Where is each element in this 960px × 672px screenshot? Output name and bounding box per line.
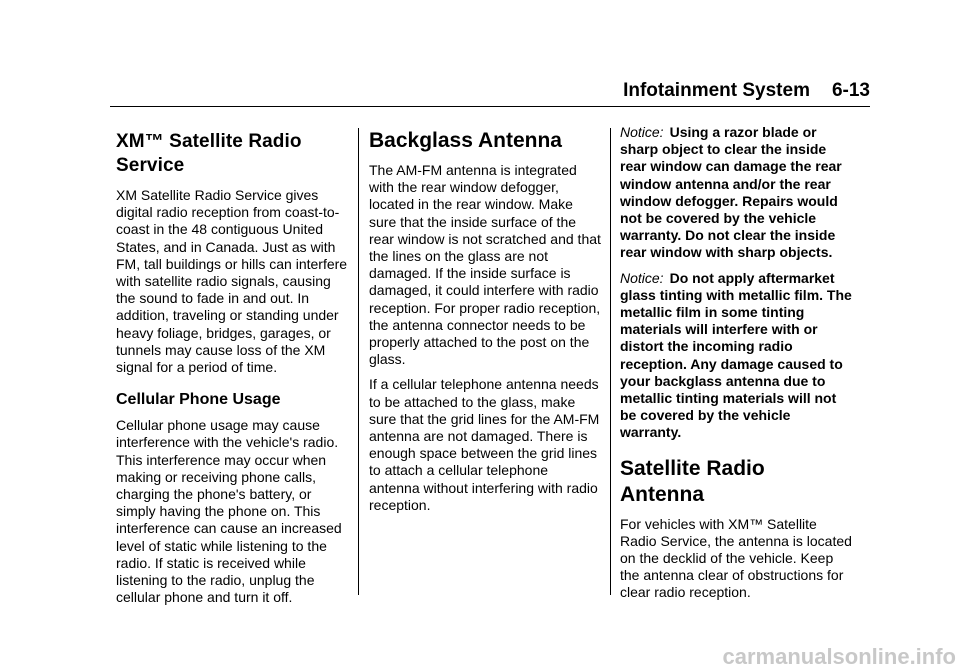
- column-3: [620, 124, 852, 610]
- satellite-radio-antenna-heading: Satellite Radio Antenna: [620, 456, 765, 506]
- header-text: [623, 80, 870, 102]
- column-divider-1: [358, 128, 359, 595]
- column-divider-2: [610, 128, 611, 595]
- xm-service-paragraph: XM Satellite Radio Service gives digital radio reception from coast-to-coast in the 48 contiguous United States, and in Canada. Just as with FM, tall buildings or hills can interfere with satellite radio signals, causing the sound to fade in and out. In addition, traveling or standing under heavy foliage, bridges, garages, or tunnels may cause loss of the XM signal for a period of time.: [116, 187, 348, 376]
- section-title: Infotainment System: [623, 80, 810, 101]
- cellular-phone-usage-heading: Cellular Phone Usage: [116, 391, 281, 409]
- page-number: 6-13: [831, 80, 870, 101]
- cellular-phone-paragraph: Cellular phone usage may cause interference with the vehicle's radio. This interference may occur when making or receiving phone calls, charging the phone's battery, or simply having the phone on. This interference can cause an increased level of static while listening to the radio. If static is received while listening to the radio, unplug the cellular phone and turn it off.: [116, 417, 342, 606]
- notice-label: Notice:: [620, 269, 664, 286]
- page-header: [110, 80, 870, 107]
- column-2: [369, 124, 601, 522]
- column-1: [116, 124, 348, 614]
- watermark: carmanualsonline.info: [722, 644, 956, 669]
- satellite-antenna-paragraph: For vehicles with XM™ Satellite Radio Service, the antenna is located on the decklid of the vehicle. Keep the antenna clear of obstructions for clear radio reception.: [620, 515, 852, 601]
- xm-satellite-radio-heading: XM™ Satellite Radio Service: [116, 131, 302, 176]
- notice-text: Do not apply aftermarket glass tinting with metallic film. The metallic film in some tinting materials will interfere with or distort the incoming radio reception. Any damage caused to your backglass antenna due to metallic tinting materials will not be covered by the vehicle warranty.: [620, 269, 852, 441]
- backglass-antenna-heading: Backglass Antenna: [369, 129, 562, 152]
- backglass-paragraph-2: If a cellular telephone antenna needs to be attached to the glass, make sure that the grid lines for the AM-FM antenna are not damaged. There is enough space between the grid lines to attach a cellular telephone antenna without interfering with radio reception.: [369, 376, 600, 513]
- notice-tinting: [620, 270, 852, 442]
- notice-razor-blade: [620, 124, 852, 262]
- backglass-paragraph-1: The AM-FM antenna is integrated with the rear window defogger, located in the rear window. Make sure that the inside surface of the rear window is not scratched and that the lines on the glass are not damaged. If the inside surface is damaged, it could interfere with radio reception. For proper radio reception, the antenna connector needs to be properly attached to the post on the glass.: [369, 162, 601, 368]
- notice-text: Using a razor blade or sharp object to clear the inside rear window can damage the rear window antenna and/or the rear window defogger. Repairs would not be covered by the vehicle warranty. Do not clear the inside rear window with sharp objects.: [620, 124, 842, 261]
- notice-label: Notice:: [620, 124, 664, 140]
